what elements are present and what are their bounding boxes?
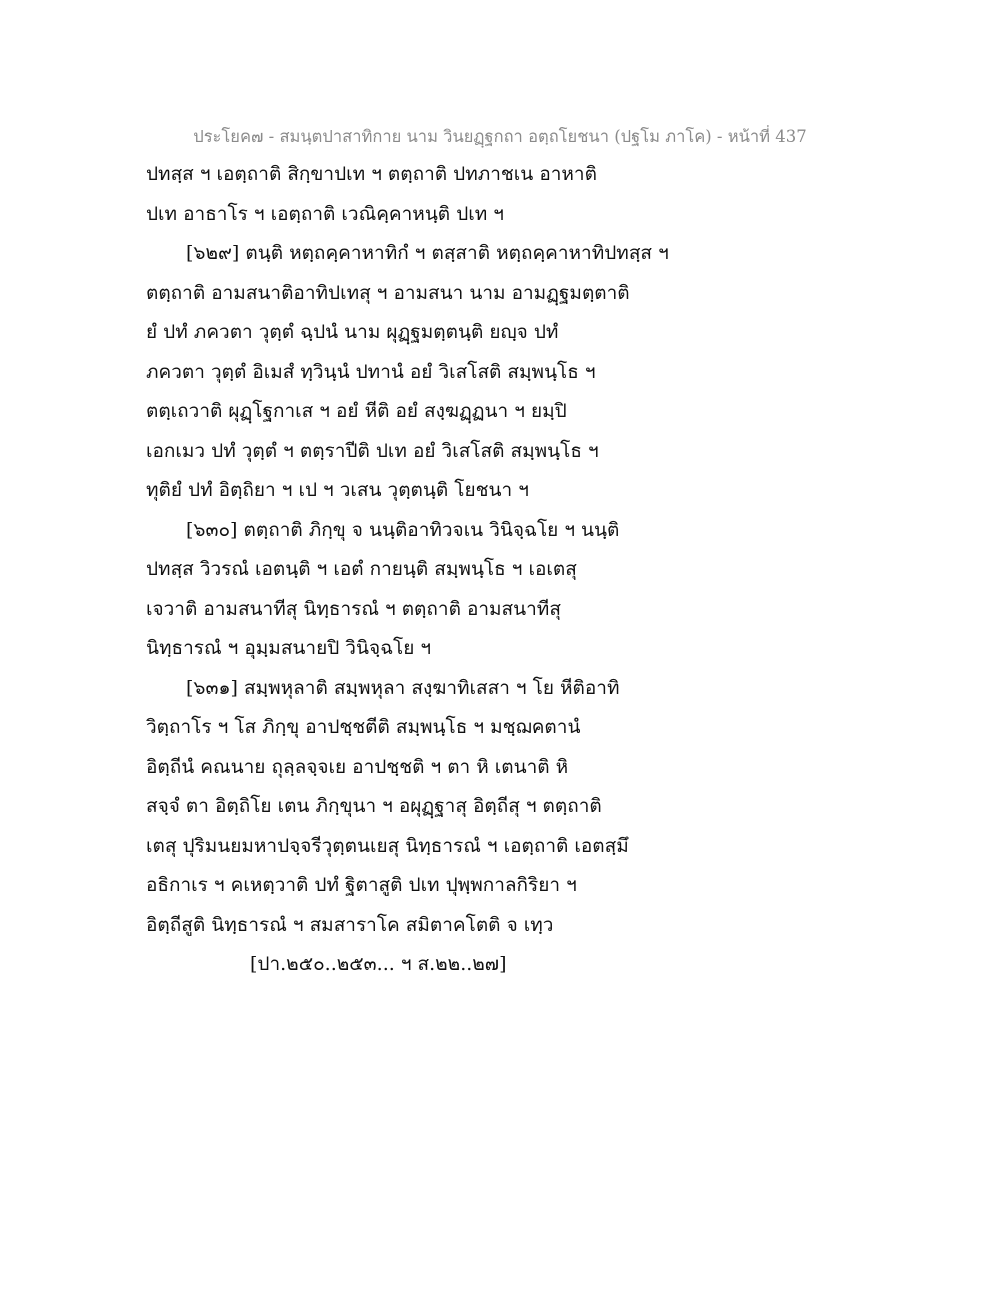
text-line: ตตฺเถวาติ ผุฏฺโฐกาเส ฯ อยํ หีติ อยํ สงฺฆฏฺฏนา ฯ ยมฺปิ [146, 400, 567, 422]
text-line: ยํ ปทํ ภควตา วุตฺตํ ฉฺปนํ นาม ผุฏฺฐมตฺตนฺติ ยญฺจ ปทํ [146, 321, 559, 343]
paragraph-630-start: [๖๓๐] ตตฺถาติ ภิกฺขุ จ นนฺติอาทิวจเน วินิจฺฉโย ฯ นนฺติ [186, 518, 620, 541]
text-line: วิตฺถาโร ฯ โส ภิกฺขุ อาปชฺชตีติ สมฺพนฺโธ ฯ มชฺฌคตานํ [146, 716, 581, 738]
text-line: อิตฺถีนํ คณนาย ถุลฺลจฺจเย อาปชฺชติ ฯ ตา หิ เตนาติ หิ [146, 755, 569, 778]
paragraph-629-start: [๖๒๙] ตนฺติ หตฺถคฺคาหาทิกํ ฯ ตสฺสาติ หตฺถคฺคาหาทิปทสฺส ฯ [186, 242, 669, 264]
text-line: ปทสฺส ฯ เอตฺถาติ สิกฺขาปเท ฯ ตตฺถาติ ปทภาชเน อาหาติ [146, 163, 597, 185]
reference-line: [ปา.๒๕๐..๒๕๓... ฯ ส.๒๒..๒๗] [250, 953, 507, 975]
text-line: ปทสฺส วิวรณํ เอตนฺติ ฯ เอตํ กายนฺติ สมฺพนฺโธ ฯ เอเตสุ [146, 558, 577, 580]
text-line: นิทฺธารณํ ฯ อุมฺมสนายปิ วินิจฺฉโย ฯ [146, 637, 432, 659]
paragraph-631-start: [๖๓๑] สมฺพหุลาติ สมฺพหุลา สงฺฆาทิเสสา ฯ โย หีติอาทิ [186, 676, 620, 699]
page-header: ประโยค๗ - สมนฺตปาสาทิกาย นาม วินยฏฺฐกถา อตฺถโยชนา (ปฐโม ภาโค) - หน้าที่ 437 [193, 127, 807, 146]
text-line: อธิกาเร ฯ คเหตฺวาติ ปทํ ฐิตาสูติ ปเท ปุพฺพกาลกิริยา ฯ [146, 874, 577, 896]
text-line: เตสุ ปุริมนยมหาปจฺจรีวุตฺตนเยสุ นิทฺธารณํ ฯ เอตฺถาติ เอตสฺมึ [146, 834, 629, 857]
text-line: ปเท อาธาโร ฯ เอตฺถาติ เวณิคฺคาหนฺติ ปเท ฯ [146, 202, 504, 225]
text-line: เจวาติ อามสนาทีสุ นิทฺธารณํ ฯ ตตฺถาติ อามสนาทีสุ [146, 597, 561, 620]
text-line: อิตฺถีสูติ นิทฺธารณํ ฯ สมสาราโค สมิตาคโตติ จ เทฺว [146, 913, 554, 936]
text-line: ตตฺถาติ อามสนาติอาทิปเทสุ ฯ อามสนา นาม อามฏฺฐมตฺตาติ [146, 281, 630, 304]
body-text [146, 158, 866, 988]
text-line: สจฺจํ ตา อิตฺถิโย เตน ภิกฺขุนา ฯ อผุฏฺฐาสุ อิตฺถีสุ ฯ ตตฺถาติ [146, 795, 602, 817]
text-line: ทุติยํ ปทํ อิตฺถิยา ฯ เป ฯ วเสน วุตฺตนฺติ โยชนา ฯ [146, 479, 529, 501]
text-line: เอกเมว ปทํ วุตฺตํ ฯ ตตฺราปีติ ปเท อยํ วิเสโสติ สมฺพนฺโธ ฯ [146, 439, 599, 462]
text-line: ภควตา วุตฺตํ อิเมสํ ทฺวินฺนํ ปทานํ อยํ วิเสโสติ สมฺพนฺโธ ฯ [146, 360, 596, 383]
